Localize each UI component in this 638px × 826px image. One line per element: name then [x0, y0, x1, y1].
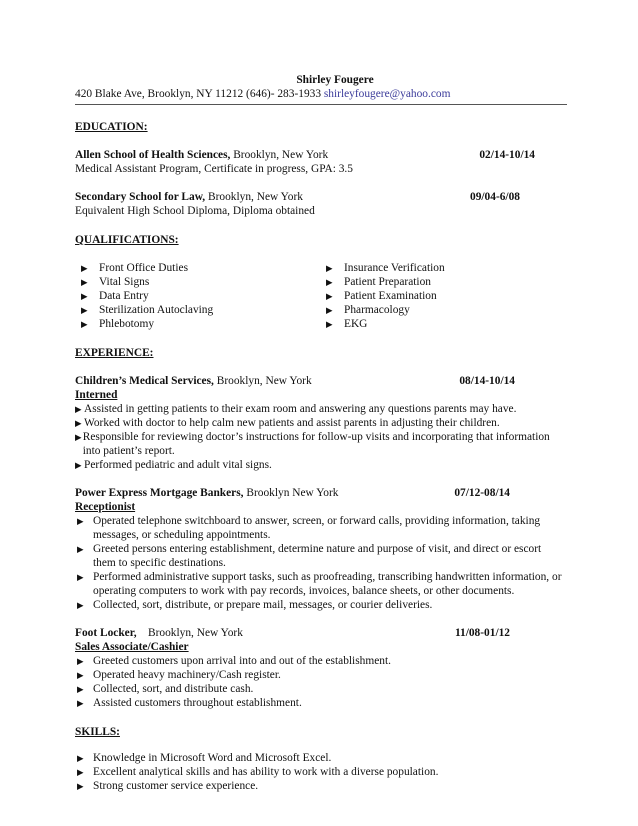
education-date: 02/14-10/14 [479, 149, 535, 161]
right-triangle-icon: ▶ [81, 263, 88, 273]
contact-line [75, 87, 565, 101]
job-date: 08/14-10/14 [459, 375, 515, 387]
list-item: ▶ Assisted in getting patients to their exam room and answering any questions parents may have. [75, 403, 517, 415]
company-location: Brooklyn, New York [213, 375, 312, 387]
list-item: ▶ Patient Preparation [326, 276, 431, 288]
right-triangle-icon: ▶ [75, 404, 82, 414]
right-triangle-icon: ▶ [77, 684, 84, 694]
right-triangle-icon: ▶ [81, 305, 88, 315]
right-triangle-icon: ▶ [81, 291, 88, 301]
company-name: Power Express Mortgage Bankers, [75, 487, 244, 499]
list-item: ▶ EKG [326, 318, 368, 330]
list-item: ▶ Data Entry [81, 290, 149, 302]
list-item: ▶ Strong customer service experience. [77, 780, 259, 792]
list-item: ▶ Excellent analytical skills and has ability to work with a diverse population. [77, 766, 439, 778]
job-role: Interned [75, 389, 118, 401]
list-item: ▶ Operated heavy machinery/Cash register. [77, 669, 281, 681]
right-triangle-icon: ▶ [77, 767, 84, 777]
experience-heading: EXPERIENCE: [75, 347, 154, 359]
skills-heading: SKILLS: [75, 726, 120, 738]
list-item: ▶ Worked with doctor to help calm new patients and assist parents in adjusting their children. [75, 417, 500, 429]
right-triangle-icon: ▶ [77, 753, 84, 763]
right-triangle-icon: ▶ [326, 277, 333, 287]
right-triangle-icon: ▶ [77, 656, 84, 666]
education-entry [75, 148, 565, 176]
right-triangle-icon: ▶ [77, 670, 84, 680]
qualifications-list [75, 261, 565, 331]
skills-list [75, 751, 565, 793]
company-name: Foot Locker, [75, 627, 137, 639]
email-link[interactable]: shirleyfougere@yahoo.com [323, 88, 451, 100]
education-heading: EDUCATION: [75, 121, 148, 133]
right-triangle-icon: ▶ [326, 305, 333, 315]
qualifications-left-column [75, 261, 320, 331]
right-triangle-icon: ▶ [77, 572, 84, 582]
list-item: ▶ Responsible for reviewing doctor’s instructions for follow-up visits and incorporating that information into patient’s report. [75, 431, 550, 457]
header-divider [75, 104, 567, 105]
school-name: Allen School of Health Sciences, [75, 149, 231, 161]
job-entry [75, 486, 565, 612]
qualifications-heading: QUALIFICATIONS: [75, 234, 179, 246]
right-triangle-icon: ▶ [81, 277, 88, 287]
list-item: ▶ Operated telephone switchboard to answer, screen, or forward calls, providing information, taking messages, or scheduling appointments. [77, 515, 541, 541]
list-item: ▶ Sterilization Autoclaving [81, 304, 214, 316]
education-date: 09/04-6/08 [470, 191, 520, 203]
list-item: ▶ Phlebotomy [81, 318, 155, 330]
right-triangle-icon: ▶ [77, 781, 84, 791]
right-triangle-icon: ▶ [77, 544, 84, 554]
company-location: Brooklyn, New York [136, 627, 243, 639]
candidate-name: Shirley Fougere [296, 74, 374, 86]
job-date: 11/08-01/12 [454, 627, 510, 639]
list-item: ▶ Collected, sort, and distribute cash. [77, 683, 254, 695]
qualifications-right-column [320, 261, 565, 331]
right-triangle-icon: ▶ [326, 263, 333, 273]
school-location: Brooklyn, New York [230, 149, 329, 161]
company-name: Children’s Medical Services, [75, 375, 214, 387]
list-item: ▶ Vital Signs [81, 276, 150, 288]
list-item: ▶ Patient Examination [326, 290, 437, 302]
right-triangle-icon: ▶ [75, 418, 82, 428]
list-item: ▶ Performed pediatric and adult vital signs. [75, 459, 272, 471]
school-name: Secondary School for Law, [75, 191, 206, 203]
education-detail: Equivalent High School Diploma, Diploma obtained [75, 205, 315, 217]
right-triangle-icon: ▶ [77, 600, 84, 610]
list-item: ▶ Front Office Duties [81, 262, 189, 274]
list-item: ▶ Greeted customers upon arrival into and out of the establishment. [77, 655, 391, 667]
resume-page [75, 73, 565, 793]
school-location: Brooklyn, New York [205, 191, 303, 203]
right-triangle-icon: ▶ [81, 319, 88, 329]
list-item: ▶ Collected, sort, distribute, or prepare mail, messages, or courier deliveries. [77, 599, 433, 611]
list-item: ▶ Performed administrative support tasks, such as proofreading, transcribing handwritten information, or operating computers to work with pay records, invoices, balance sheets, or other documents. [77, 571, 562, 597]
job-date: 07/12-08/14 [454, 487, 510, 499]
education-entry [75, 190, 565, 218]
list-item: ▶ Knowledge in Microsoft Word and Microsoft Excel. [77, 752, 332, 764]
job-role: Sales Associate/Cashier [75, 641, 189, 653]
list-item: ▶ Assisted customers throughout establishment. [77, 697, 302, 709]
right-triangle-icon: ▶ [75, 460, 82, 470]
job-role: Receptionist [75, 501, 136, 513]
list-item: ▶ Insurance Verification [326, 262, 445, 274]
job-entry [75, 374, 565, 472]
education-detail: Medical Assistant Program, Certificate in progress, GPA: 3.5 [75, 163, 353, 175]
right-triangle-icon: ▶ [326, 291, 333, 301]
right-triangle-icon: ▶ [77, 516, 84, 526]
list-item: ▶ Pharmacology [326, 304, 410, 316]
contact-address-phone: 420 Blake Ave, Brooklyn, NY 11212 (646)- 283-1933 [75, 88, 324, 100]
job-entry [75, 626, 565, 710]
list-item: ▶ Greeted persons entering establishment, determine nature and purpose of visit, and direct or escort them to specific destinations. [77, 543, 542, 569]
right-triangle-icon: ▶ [326, 319, 333, 329]
company-location: Brooklyn New York [243, 487, 339, 499]
right-triangle-icon: ▶ [75, 432, 82, 442]
right-triangle-icon: ▶ [77, 698, 84, 708]
